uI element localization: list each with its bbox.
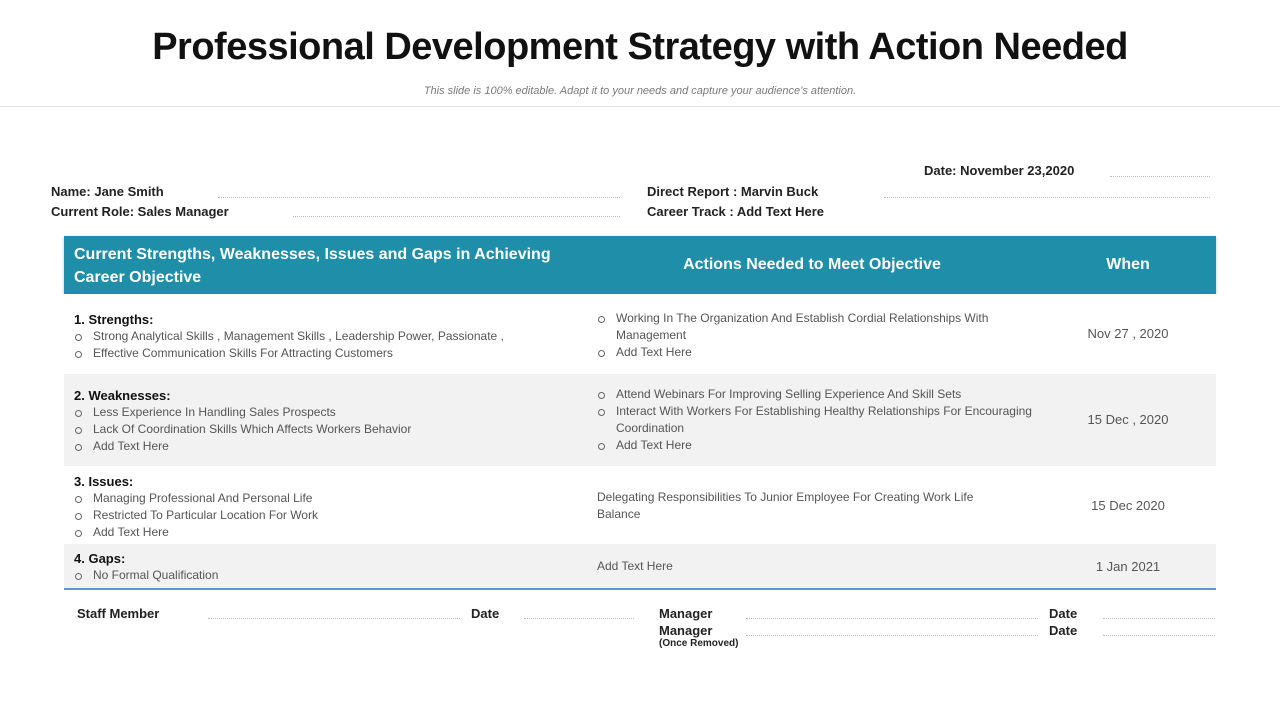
- list-item: [597, 344, 1037, 361]
- date-label-3: Date: [1049, 623, 1078, 638]
- gaps-actions-cell: Add Text Here: [597, 559, 673, 573]
- manager-once-removed-line: [746, 635, 1038, 636]
- weaknesses-heading: 2. Weaknesses:: [74, 388, 171, 403]
- date-label-1: Date: [471, 606, 500, 621]
- list-item-text: Attend Webinars For Improving Selling Experience And Skill Sets: [616, 387, 962, 401]
- bullet-icon: [75, 513, 82, 520]
- bullet-icon: [598, 316, 605, 323]
- list-item: [74, 345, 584, 362]
- table-row-strengths: [64, 294, 1216, 374]
- issues-when: 15 Dec 2020: [1091, 498, 1165, 513]
- table-row-weaknesses: [64, 374, 1216, 466]
- list-item-text: Add Text Here: [616, 345, 692, 359]
- date-line-1: [524, 618, 634, 619]
- table-row-issues: [64, 466, 1216, 544]
- direct-report-line: [884, 197, 1210, 198]
- gaps-cell: [74, 550, 584, 584]
- direct-report-field: Direct Report : Marvin Buck: [647, 184, 819, 199]
- bullet-icon: [75, 530, 82, 537]
- list-item-text: No Formal Qualification: [93, 568, 219, 582]
- issues-actions-cell: Delegating Responsibilities To Junior Employee For Creating Work Life Balance: [597, 490, 974, 521]
- list-item-text: Less Experience In Handling Sales Prospects: [93, 405, 336, 419]
- list-item-text: Add Text Here: [616, 438, 692, 452]
- issues-heading: 3. Issues:: [74, 474, 134, 489]
- career-track-field: Career Track : Add Text Here: [647, 204, 825, 219]
- list-item-text: Lack Of Coordination Skills Which Affects Workers Behavior: [93, 422, 412, 436]
- list-item: [597, 437, 1037, 454]
- list-item: [74, 507, 584, 524]
- slide-title: Professional Development Strategy with Action Needed: [152, 26, 1128, 68]
- bullet-icon: [598, 392, 605, 399]
- header-when: When: [1106, 256, 1150, 273]
- header-divider: [0, 106, 1280, 107]
- date-line-3: [1103, 635, 1215, 636]
- list-item-text: Interact With Workers For Establishing Healthy Relationships For Encouraging Coordination: [616, 404, 1032, 435]
- list-item: [74, 438, 584, 455]
- date-line: [1110, 176, 1210, 177]
- strategy-table: [64, 236, 1216, 590]
- bullet-icon: [75, 334, 82, 341]
- table-header: [64, 236, 1216, 294]
- strengths-heading: 1. Strengths:: [74, 312, 154, 327]
- role-line: [293, 216, 620, 217]
- bullet-icon: [598, 350, 605, 357]
- date-line-2: [1103, 618, 1215, 619]
- date-label-2: Date: [1049, 606, 1078, 621]
- bullet-icon: [75, 573, 82, 580]
- list-item-text: Effective Communication Skills For Attracting Customers: [93, 346, 393, 360]
- list-item-text: Restricted To Particular Location For Work: [93, 508, 318, 522]
- bullet-icon: [598, 443, 605, 450]
- list-item: [74, 524, 584, 541]
- manager-label: Manager: [659, 606, 713, 621]
- manager-line: [746, 618, 1038, 619]
- list-item: [74, 567, 584, 584]
- issues-cell: [74, 473, 584, 541]
- list-item-text: Working In The Organization And Establish Cordial Relationships With Management: [616, 311, 989, 342]
- list-item-text: Strong Analytical Skills , Management Skills , Leadership Power, Passionate ,: [93, 329, 504, 343]
- list-item: [597, 310, 1037, 344]
- strengths-when: Nov 27 , 2020: [1087, 326, 1169, 341]
- list-item: [74, 328, 584, 345]
- staff-member-line: [208, 618, 460, 619]
- name-line: [218, 197, 620, 198]
- list-item-text: Add Text Here: [93, 439, 169, 453]
- once-removed-note: (Once Removed): [659, 638, 739, 649]
- header-current-strengths: Current Strengths, Weaknesses, Issues and Gaps in Achieving Career Objective: [74, 246, 551, 286]
- bullet-icon: [75, 444, 82, 451]
- staff-member-label: Staff Member: [77, 606, 160, 621]
- list-item: [597, 386, 1037, 403]
- bullet-icon: [598, 409, 605, 416]
- weaknesses-actions-cell: [597, 386, 1037, 454]
- table-bottom-border: [64, 588, 1216, 590]
- gaps-when: 1 Jan 2021: [1095, 559, 1161, 574]
- strengths-cell: [74, 311, 584, 362]
- list-item: [74, 490, 584, 507]
- list-item: [74, 421, 584, 438]
- list-item: [74, 404, 584, 421]
- bullet-icon: [75, 427, 82, 434]
- list-item-text: Add Text Here: [93, 525, 169, 539]
- slide-subtitle: This slide is 100% editable. Adapt it to your needs and capture your audience’s attention.: [423, 85, 857, 97]
- bullet-icon: [75, 351, 82, 358]
- list-item-text: Managing Professional And Personal Life: [93, 491, 313, 505]
- manager-once-removed-label: Manager: [659, 623, 713, 638]
- gaps-heading: 4. Gaps:: [74, 551, 126, 566]
- table-row-gaps: [64, 544, 1216, 588]
- strengths-actions-cell: [597, 310, 1037, 361]
- header-actions-needed: Actions Needed to Meet Objective: [683, 256, 941, 273]
- role-field: Current Role: Sales Manager: [51, 204, 229, 219]
- weaknesses-cell: [74, 387, 584, 455]
- weaknesses-when: 15 Dec , 2020: [1087, 412, 1169, 427]
- bullet-icon: [75, 496, 82, 503]
- name-field: Name: Jane Smith: [51, 184, 164, 199]
- bullet-icon: [75, 410, 82, 417]
- list-item: [597, 403, 1037, 437]
- date-field: Date: November 23,2020: [924, 163, 1075, 178]
